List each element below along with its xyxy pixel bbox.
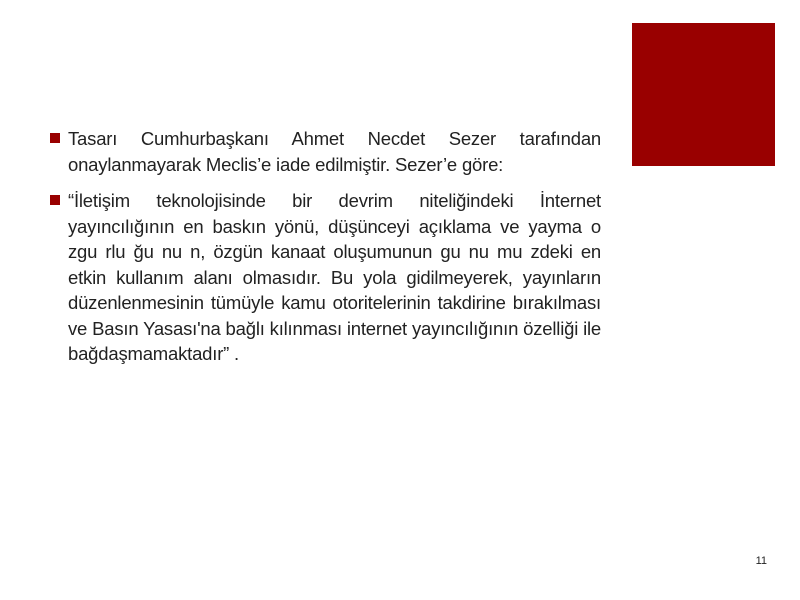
decorative-accent-block: [632, 23, 775, 166]
bullet-item: [48, 188, 601, 367]
slide-number: 11: [755, 555, 767, 567]
slide-content: [48, 126, 601, 378]
bullet-text: Tasarı Cumhurbaşkanı Ahmet Necdet Sezer tarafından onaylanmayarak Meclis’e iade edilmiştir. Sezer’e göre:: [68, 128, 601, 175]
bullet-text: “İletişim teknolojisinde bir devrim niteliğindeki İnternet yayıncılığının en baskın yönü, düşünceyi açıklama ve yayma o zgu rlu ğu nu n, özgün kanaat oluşumunun gu nu mu zdeki en etkin kullanım alanı olmasıdır. Bu yola gidilmeyerek, yayınların düzenlenmesinin tümüyle kamu otoritelerinin takdirine bırakılması ve Basın Yasası'na bağlı kılınması internet yayıncılığının özelliği ile bağdaşmamaktadır” .: [68, 190, 601, 364]
square-bullet-icon: [50, 195, 60, 205]
square-bullet-icon: [50, 133, 60, 143]
bullet-item: [48, 126, 601, 177]
